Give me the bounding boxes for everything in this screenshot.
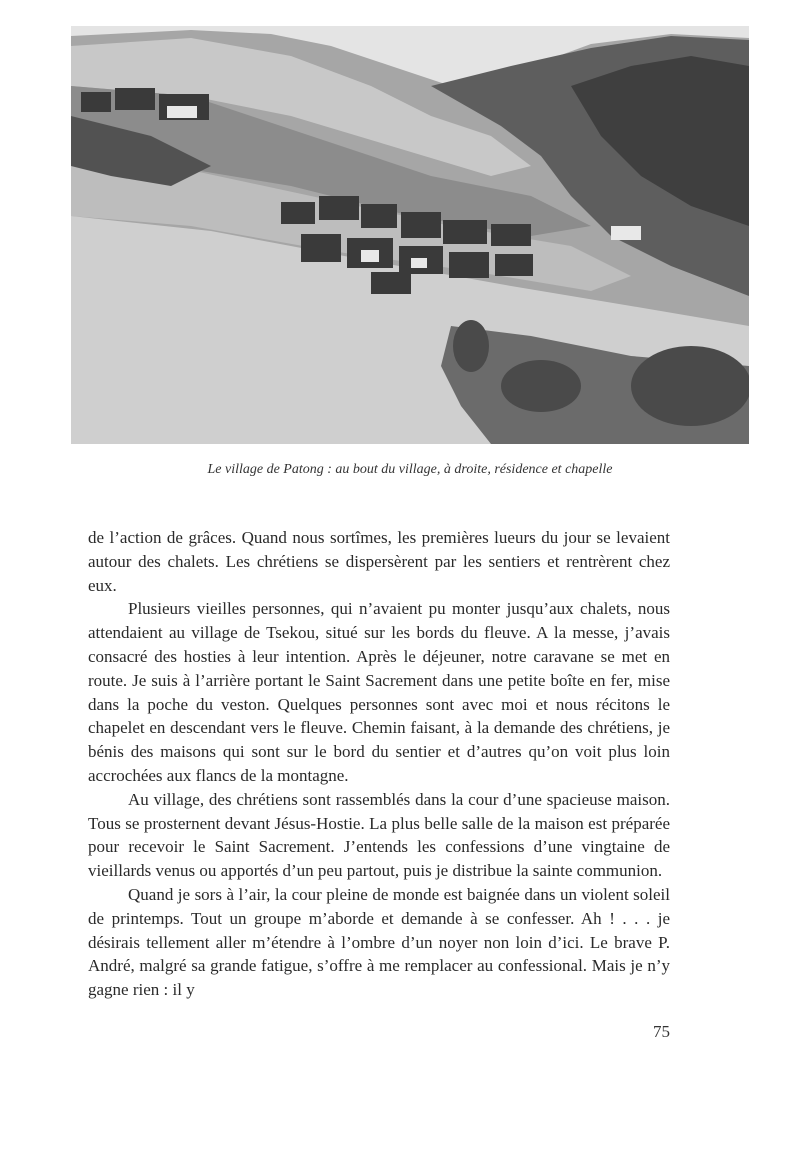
paragraph: Plusieurs vieilles personnes, qui n’avaient pu monter jusqu’aux chalets, nous attendaient au village de Tsekou, situé sur les bords du fleuve. A la messe, j’avais consacré des hosties à leur intention. Après le déjeuner, notre caravane se met en route. Je suis à l’arrière portant le Saint Sacrement dans une petite boîte en fer, mise dans la poche du veston. Quelques personnes sont avec moi et nous récitons le chapelet en descendant vers le fleuve. Chemin faisant, à la demande des chrétiens, je bénis des maisons qui sont sur le bord du sentier et d’autres qu’on voit plus loin accrochées aux flancs de la montagne. [88, 599, 670, 785]
body-text [88, 526, 670, 1002]
paragraph: Quand je sors à l’air, la cour pleine de monde est baignée dans un violent soleil de printemps. Tout un groupe m’aborde et demande à se confesser. Ah ! . . . je désirais tellement aller m’étendre à l’ombre d’un noyer non loin d’ici. Le brave P. André, malgré sa grande fatigue, s’offre à me remplacer au confessional. Mais je n’y gagne rien : il y [88, 884, 670, 1000]
page-number: 75 [653, 1022, 670, 1041]
paragraph: Au village, des chrétiens sont rassemblés dans la cour d’une spacieuse maison. Tous se prosternent devant Jésus-Hostie. La plus belle salle de la maison est préparée pour recevoir le Saint Sacrement. J’entends les confessions d’une vingtaine de vieillards venus ou apportés d’un peu partout, puis je distribue la sainte communion. [88, 789, 670, 881]
village-photograph [71, 26, 749, 444]
paragraph: de l’action de grâces. Quand nous sortîmes, les premières lueurs du jour se levaient autour des chalets. Les chrétiens se dispersèrent par les sentiers et rentrèrent chez eux. [88, 528, 670, 595]
figure-caption: Le village de Patong : au bout du village, à droite, résidence et chapelle [207, 462, 613, 477]
